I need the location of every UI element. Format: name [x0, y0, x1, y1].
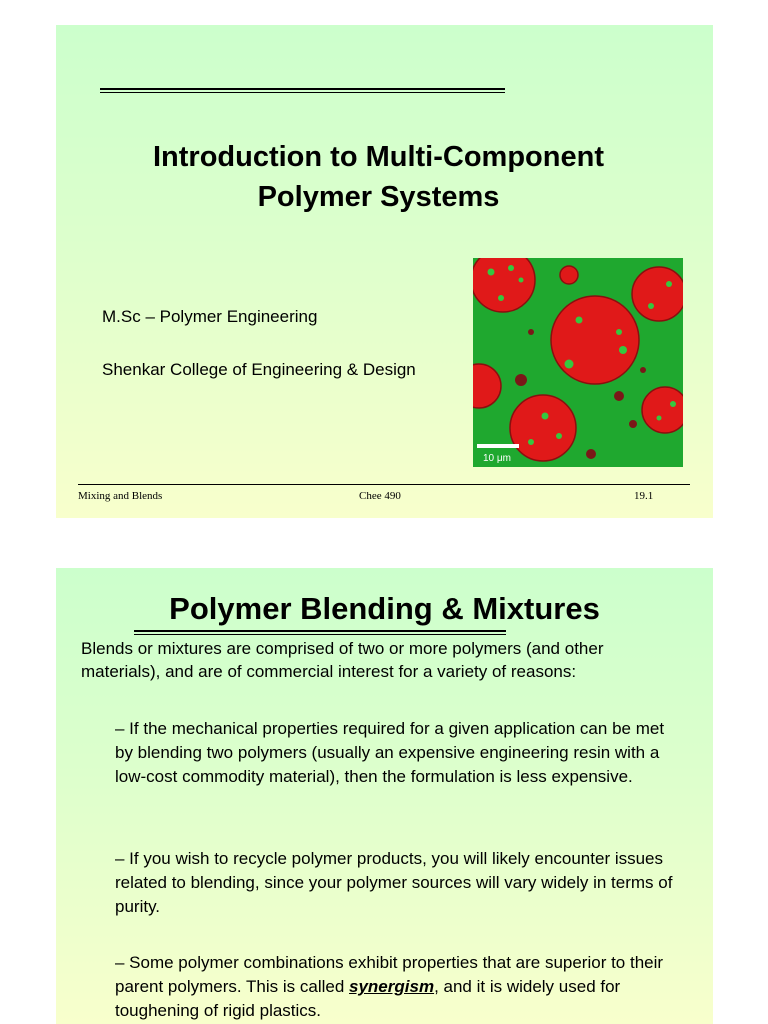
intro-paragraph: Blends or mixtures are comprised of two or more polymers (and other materials), and are of commercial interest for a variety of reasons: — [81, 639, 604, 681]
title-rule — [134, 630, 506, 635]
dispersed-domain — [632, 267, 683, 321]
footer-course-topic: Mixing and Blends — [78, 490, 163, 502]
bullet-item: – If the mechanical properties required for a given application can be met by blending two polymers (usually an expensive engineering resin with a low-cost commodity material), then the formulation is less expensive. — [115, 719, 665, 786]
dispersed-domain — [560, 266, 578, 284]
title-line-1: Introduction to Multi-Component — [152, 141, 604, 173]
title-slide — [56, 25, 713, 518]
slide-title: Polymer Blending & Mixtures — [169, 591, 600, 626]
slide-title — [56, 137, 701, 217]
dispersed-domain — [551, 296, 639, 384]
dispersed-domain — [642, 387, 683, 433]
synergism-term: synergism — [349, 977, 435, 996]
scale-bar-label: 10 μm — [483, 453, 511, 464]
program-label: M.Sc – Polymer Engineering — [102, 307, 318, 326]
bullet-item-synergism — [115, 951, 683, 1023]
footer-course-code: Chee 490 — [359, 490, 401, 502]
bullet-item: – If you wish to recycle polymer products, you will likely encounter issues related to blending, since your polymer sources will vary widely in terms of purity. — [115, 849, 673, 916]
content-slide — [56, 568, 713, 1024]
scale-bar — [477, 444, 519, 448]
blend-micrograph-image — [473, 258, 683, 467]
footer-rule — [78, 484, 690, 485]
dispersed-domain — [510, 395, 576, 461]
footer-slide-number: 19.1 — [634, 490, 654, 502]
bullet-text-before: – Some polymer combinations exhibit properties that are superior to their parent polymers. This is called — [115, 953, 664, 996]
title-rule — [100, 88, 505, 93]
institution-label: Shenkar College of Engineering & Design — [102, 360, 416, 379]
title-line-2: Polymer Systems — [257, 181, 500, 213]
bullet-text-after: , and it is widely used for toughening of rigid plastics. — [115, 977, 621, 1020]
